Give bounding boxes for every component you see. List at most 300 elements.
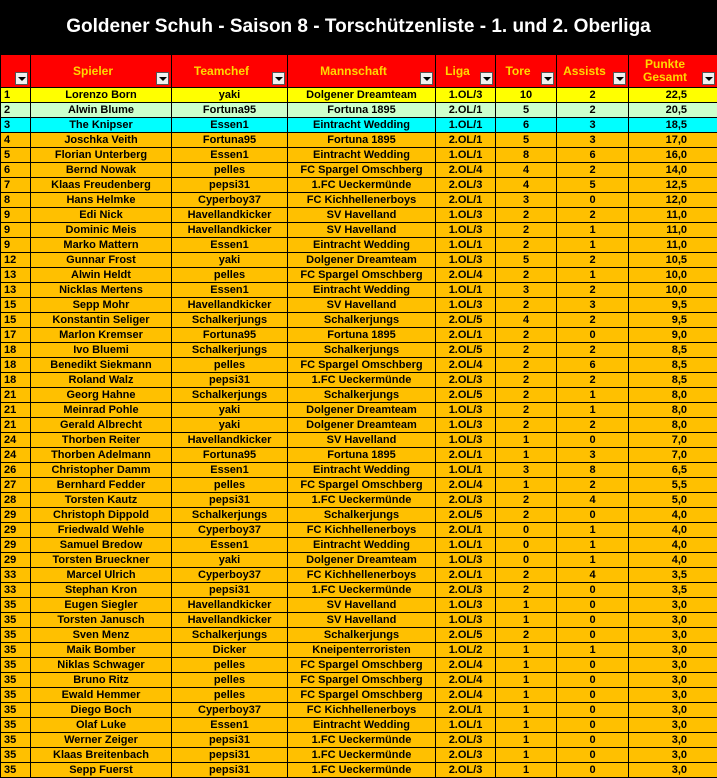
cell-mannschaft: 1.FC Ueckermünde: [288, 178, 436, 193]
cell-assists: 0: [557, 193, 629, 208]
cell-rank: 33: [1, 568, 31, 583]
header-liga-label: Liga: [436, 65, 495, 78]
cell-punkte: 4,0: [629, 538, 717, 553]
header-mannschaft: [288, 55, 436, 88]
cell-punkte: 3,5: [629, 568, 717, 583]
filter-dropdown-icon[interactable]: [613, 72, 626, 85]
cell-rank: 15: [1, 298, 31, 313]
cell-punkte: 16,0: [629, 148, 717, 163]
cell-mannschaft: FC Kichhellenerboys: [288, 523, 436, 538]
header-liga: [436, 55, 496, 88]
cell-rank: 35: [1, 643, 31, 658]
cell-punkte: 3,0: [629, 673, 717, 688]
cell-teamchef: Cyperboy37: [172, 703, 288, 718]
cell-assists: 2: [557, 103, 629, 118]
cell-teamchef: pepsi31: [172, 583, 288, 598]
cell-liga: 1.OL/1: [436, 463, 496, 478]
cell-assists: 6: [557, 358, 629, 373]
cell-teamchef: pepsi31: [172, 373, 288, 388]
cell-spieler: Torsten Janusch: [31, 613, 172, 628]
cell-assists: 0: [557, 718, 629, 733]
cell-punkte: 20,5: [629, 103, 717, 118]
cell-assists: 5: [557, 178, 629, 193]
cell-liga: 2.OL/1: [436, 568, 496, 583]
cell-tore: 5: [496, 133, 557, 148]
cell-spieler: Bernd Nowak: [31, 163, 172, 178]
cell-tore: 2: [496, 238, 557, 253]
header-mannschaft-label: Mannschaft: [288, 65, 435, 78]
cell-rank: 35: [1, 658, 31, 673]
cell-rank: 18: [1, 373, 31, 388]
table-row: [1, 763, 717, 778]
cell-tore: 1: [496, 718, 557, 733]
scorers-table: [0, 54, 717, 778]
cell-rank: 3: [1, 118, 31, 133]
table-row: [1, 88, 717, 103]
cell-tore: 2: [496, 388, 557, 403]
cell-teamchef: Fortuna95: [172, 448, 288, 463]
cell-spieler: Stephan Kron: [31, 583, 172, 598]
cell-liga: 2.OL/1: [436, 703, 496, 718]
cell-mannschaft: SV Havelland: [288, 208, 436, 223]
cell-assists: 2: [557, 373, 629, 388]
cell-liga: 2.OL/5: [436, 508, 496, 523]
cell-spieler: Meinrad Pohle: [31, 403, 172, 418]
table-row: [1, 223, 717, 238]
cell-mannschaft: 1.FC Ueckermünde: [288, 748, 436, 763]
cell-teamchef: Schalkerjungs: [172, 343, 288, 358]
cell-teamchef: Schalkerjungs: [172, 313, 288, 328]
cell-mannschaft: Dolgener Dreamteam: [288, 88, 436, 103]
table-row: [1, 328, 717, 343]
cell-rank: 35: [1, 628, 31, 643]
cell-punkte: 7,0: [629, 433, 717, 448]
cell-assists: 2: [557, 343, 629, 358]
cell-spieler: Klaas Breitenbach: [31, 748, 172, 763]
cell-liga: 2.OL/4: [436, 268, 496, 283]
table-row: [1, 583, 717, 598]
cell-rank: 35: [1, 688, 31, 703]
cell-tore: 2: [496, 268, 557, 283]
cell-teamchef: Schalkerjungs: [172, 508, 288, 523]
cell-rank: 2: [1, 103, 31, 118]
cell-assists: 1: [557, 238, 629, 253]
cell-mannschaft: Fortuna 1895: [288, 328, 436, 343]
cell-punkte: 18,5: [629, 118, 717, 133]
cell-liga: 1.OL/3: [436, 208, 496, 223]
cell-rank: 9: [1, 208, 31, 223]
cell-liga: 1.OL/3: [436, 598, 496, 613]
cell-mannschaft: 1.FC Ueckermünde: [288, 373, 436, 388]
cell-assists: 0: [557, 673, 629, 688]
cell-teamchef: pelles: [172, 673, 288, 688]
cell-mannschaft: Dolgener Dreamteam: [288, 403, 436, 418]
cell-spieler: Sven Menz: [31, 628, 172, 643]
filter-dropdown-icon[interactable]: [480, 72, 493, 85]
cell-liga: 1.OL/3: [436, 223, 496, 238]
cell-teamchef: Havellandkicker: [172, 208, 288, 223]
cell-punkte: 11,0: [629, 238, 717, 253]
cell-spieler: Torsten Kautz: [31, 493, 172, 508]
cell-punkte: 8,0: [629, 418, 717, 433]
cell-spieler: Thorben Adelmann: [31, 448, 172, 463]
filter-dropdown-icon[interactable]: [272, 72, 285, 85]
cell-rank: 17: [1, 328, 31, 343]
cell-tore: 5: [496, 253, 557, 268]
cell-assists: 3: [557, 298, 629, 313]
cell-mannschaft: Schalkerjungs: [288, 313, 436, 328]
cell-mannschaft: FC Spargel Omschberg: [288, 268, 436, 283]
cell-punkte: 10,0: [629, 268, 717, 283]
cell-tore: 4: [496, 178, 557, 193]
cell-tore: 1: [496, 733, 557, 748]
cell-teamchef: pepsi31: [172, 748, 288, 763]
cell-mannschaft: FC Spargel Omschberg: [288, 478, 436, 493]
cell-punkte: 10,0: [629, 283, 717, 298]
table-row: [1, 433, 717, 448]
cell-tore: 1: [496, 433, 557, 448]
cell-spieler: Alwin Blume: [31, 103, 172, 118]
cell-rank: 35: [1, 613, 31, 628]
cell-teamchef: Dicker: [172, 643, 288, 658]
cell-teamchef: Havellandkicker: [172, 223, 288, 238]
cell-teamchef: Fortuna95: [172, 133, 288, 148]
header-tore: [496, 55, 557, 88]
cell-tore: 1: [496, 688, 557, 703]
cell-spieler: Benedikt Siekmann: [31, 358, 172, 373]
table-row: [1, 613, 717, 628]
cell-assists: 1: [557, 523, 629, 538]
cell-mannschaft: Fortuna 1895: [288, 103, 436, 118]
cell-liga: 2.OL/4: [436, 163, 496, 178]
cell-liga: 2.OL/4: [436, 688, 496, 703]
cell-mannschaft: Kneipenterroristen: [288, 643, 436, 658]
cell-teamchef: Havellandkicker: [172, 598, 288, 613]
table-row: [1, 343, 717, 358]
cell-liga: 2.OL/4: [436, 673, 496, 688]
cell-punkte: 11,0: [629, 223, 717, 238]
header-punkte-label: Punkte Gesamt: [629, 58, 717, 84]
cell-rank: 29: [1, 538, 31, 553]
cell-mannschaft: 1.FC Ueckermünde: [288, 583, 436, 598]
cell-rank: 29: [1, 553, 31, 568]
cell-punkte: 3,0: [629, 643, 717, 658]
cell-liga: 1.OL/1: [436, 283, 496, 298]
cell-tore: 0: [496, 523, 557, 538]
cell-rank: 12: [1, 253, 31, 268]
header-teamchef: [172, 55, 288, 88]
table-row: [1, 193, 717, 208]
cell-assists: 3: [557, 133, 629, 148]
cell-liga: 2.OL/1: [436, 448, 496, 463]
cell-teamchef: pelles: [172, 478, 288, 493]
cell-punkte: 3,0: [629, 628, 717, 643]
cell-rank: 21: [1, 418, 31, 433]
cell-punkte: 3,5: [629, 583, 717, 598]
cell-assists: 1: [557, 403, 629, 418]
cell-punkte: 12,5: [629, 178, 717, 193]
cell-spieler: Bernhard Fedder: [31, 478, 172, 493]
cell-spieler: Alwin Heldt: [31, 268, 172, 283]
cell-teamchef: pelles: [172, 658, 288, 673]
cell-tore: 1: [496, 598, 557, 613]
cell-assists: 3: [557, 448, 629, 463]
cell-tore: 6: [496, 118, 557, 133]
header-tore-label: Tore: [496, 65, 556, 78]
cell-punkte: 3,0: [629, 748, 717, 763]
cell-rank: 24: [1, 448, 31, 463]
cell-liga: 1.OL/2: [436, 643, 496, 658]
table-row: [1, 508, 717, 523]
cell-rank: 27: [1, 478, 31, 493]
table-row: [1, 373, 717, 388]
table-row: [1, 463, 717, 478]
table-row: [1, 718, 717, 733]
cell-punkte: 3,0: [629, 658, 717, 673]
cell-rank: 29: [1, 508, 31, 523]
cell-assists: 1: [557, 538, 629, 553]
cell-mannschaft: Eintracht Wedding: [288, 283, 436, 298]
cell-punkte: 4,0: [629, 553, 717, 568]
table-row: [1, 268, 717, 283]
cell-tore: 2: [496, 418, 557, 433]
header-punkte: [629, 55, 717, 88]
header-assists-label: Assists: [557, 65, 628, 78]
cell-punkte: 3,0: [629, 763, 717, 778]
cell-spieler: Marcel Ulrich: [31, 568, 172, 583]
cell-spieler: Gerald Albrecht: [31, 418, 172, 433]
cell-tore: 2: [496, 328, 557, 343]
cell-mannschaft: Eintracht Wedding: [288, 118, 436, 133]
cell-liga: 2.OL/3: [436, 733, 496, 748]
cell-assists: 2: [557, 88, 629, 103]
table-row: [1, 568, 717, 583]
cell-teamchef: Havellandkicker: [172, 298, 288, 313]
cell-rank: 29: [1, 523, 31, 538]
cell-spieler: Thorben Reiter: [31, 433, 172, 448]
cell-punkte: 14,0: [629, 163, 717, 178]
table-row: [1, 478, 717, 493]
cell-tore: 10: [496, 88, 557, 103]
cell-liga: 1.OL/3: [436, 298, 496, 313]
header-spieler: [31, 55, 172, 88]
cell-rank: 15: [1, 313, 31, 328]
cell-tore: 2: [496, 403, 557, 418]
cell-spieler: Sepp Mohr: [31, 298, 172, 313]
cell-spieler: Lorenzo Born: [31, 88, 172, 103]
cell-assists: 0: [557, 763, 629, 778]
cell-assists: 4: [557, 568, 629, 583]
cell-liga: 1.OL/1: [436, 538, 496, 553]
cell-spieler: Diego Boch: [31, 703, 172, 718]
cell-punkte: 8,0: [629, 388, 717, 403]
cell-assists: 0: [557, 628, 629, 643]
cell-spieler: Roland Walz: [31, 373, 172, 388]
cell-rank: 35: [1, 763, 31, 778]
cell-mannschaft: 1.FC Ueckermünde: [288, 733, 436, 748]
cell-liga: 2.OL/1: [436, 103, 496, 118]
cell-liga: 2.OL/5: [436, 313, 496, 328]
cell-mannschaft: Eintracht Wedding: [288, 463, 436, 478]
cell-rank: 18: [1, 343, 31, 358]
cell-mannschaft: Eintracht Wedding: [288, 148, 436, 163]
cell-liga: 2.OL/5: [436, 388, 496, 403]
cell-rank: 35: [1, 703, 31, 718]
cell-punkte: 8,5: [629, 343, 717, 358]
cell-tore: 8: [496, 148, 557, 163]
cell-assists: 4: [557, 493, 629, 508]
cell-spieler: Bruno Ritz: [31, 673, 172, 688]
cell-punkte: 5,5: [629, 478, 717, 493]
cell-liga: 2.OL/1: [436, 193, 496, 208]
cell-liga: 1.OL/3: [436, 403, 496, 418]
cell-punkte: 3,0: [629, 688, 717, 703]
table-row: [1, 688, 717, 703]
cell-spieler: The Knipser: [31, 118, 172, 133]
cell-rank: 7: [1, 178, 31, 193]
cell-tore: 3: [496, 463, 557, 478]
cell-liga: 2.OL/1: [436, 523, 496, 538]
cell-tore: 2: [496, 358, 557, 373]
table-row: [1, 178, 717, 193]
cell-mannschaft: SV Havelland: [288, 598, 436, 613]
cell-punkte: 6,5: [629, 463, 717, 478]
cell-mannschaft: Fortuna 1895: [288, 448, 436, 463]
cell-assists: 0: [557, 433, 629, 448]
cell-mannschaft: SV Havelland: [288, 223, 436, 238]
cell-spieler: Werner Zeiger: [31, 733, 172, 748]
cell-liga: 2.OL/5: [436, 628, 496, 643]
cell-liga: 2.OL/5: [436, 343, 496, 358]
cell-liga: 1.OL/3: [436, 418, 496, 433]
cell-liga: 1.OL/3: [436, 433, 496, 448]
cell-mannschaft: 1.FC Ueckermünde: [288, 493, 436, 508]
cell-teamchef: Essen1: [172, 463, 288, 478]
cell-rank: 21: [1, 403, 31, 418]
cell-tore: 2: [496, 343, 557, 358]
filter-dropdown-icon[interactable]: [420, 72, 433, 85]
cell-teamchef: Havellandkicker: [172, 433, 288, 448]
cell-tore: 1: [496, 478, 557, 493]
cell-tore: 0: [496, 553, 557, 568]
cell-punkte: 11,0: [629, 208, 717, 223]
cell-teamchef: Essen1: [172, 283, 288, 298]
cell-spieler: Hans Helmke: [31, 193, 172, 208]
cell-liga: 1.OL/3: [436, 88, 496, 103]
cell-teamchef: Essen1: [172, 118, 288, 133]
cell-teamchef: Essen1: [172, 538, 288, 553]
cell-spieler: Olaf Luke: [31, 718, 172, 733]
cell-punkte: 3,0: [629, 718, 717, 733]
cell-tore: 2: [496, 493, 557, 508]
cell-assists: 2: [557, 163, 629, 178]
cell-punkte: 3,0: [629, 703, 717, 718]
cell-teamchef: yaki: [172, 88, 288, 103]
table-row: [1, 238, 717, 253]
cell-mannschaft: 1.FC Ueckermünde: [288, 763, 436, 778]
table-row: [1, 493, 717, 508]
cell-tore: 5: [496, 103, 557, 118]
cell-assists: 2: [557, 253, 629, 268]
cell-mannschaft: FC Kichhellenerboys: [288, 703, 436, 718]
table-row: [1, 643, 717, 658]
cell-tore: 1: [496, 643, 557, 658]
cell-punkte: 9,5: [629, 313, 717, 328]
cell-punkte: 3,0: [629, 613, 717, 628]
cell-mannschaft: FC Spargel Omschberg: [288, 673, 436, 688]
table-row: [1, 388, 717, 403]
table-row: [1, 298, 717, 313]
cell-rank: 9: [1, 223, 31, 238]
table-row: [1, 553, 717, 568]
cell-spieler: Joschka Veith: [31, 133, 172, 148]
cell-assists: 2: [557, 313, 629, 328]
cell-mannschaft: Schalkerjungs: [288, 343, 436, 358]
cell-punkte: 9,0: [629, 328, 717, 343]
table-row: [1, 448, 717, 463]
table-row: [1, 103, 717, 118]
cell-tore: 1: [496, 763, 557, 778]
cell-mannschaft: FC Kichhellenerboys: [288, 193, 436, 208]
cell-tore: 2: [496, 223, 557, 238]
table-row: [1, 148, 717, 163]
cell-teamchef: Essen1: [172, 148, 288, 163]
cell-rank: 4: [1, 133, 31, 148]
filter-dropdown-icon[interactable]: [15, 72, 28, 85]
cell-spieler: Marlon Kremser: [31, 328, 172, 343]
cell-spieler: Ivo Bluemi: [31, 343, 172, 358]
cell-mannschaft: Eintracht Wedding: [288, 718, 436, 733]
cell-teamchef: pelles: [172, 268, 288, 283]
cell-mannschaft: SV Havelland: [288, 433, 436, 448]
cell-assists: 2: [557, 478, 629, 493]
cell-tore: 3: [496, 283, 557, 298]
cell-spieler: Christopher Damm: [31, 463, 172, 478]
cell-liga: 2.OL/3: [436, 178, 496, 193]
cell-spieler: Torsten Brueckner: [31, 553, 172, 568]
table-row: [1, 523, 717, 538]
cell-spieler: Edi Nick: [31, 208, 172, 223]
table-row: [1, 748, 717, 763]
table-row: [1, 283, 717, 298]
cell-tore: 3: [496, 193, 557, 208]
filter-dropdown-icon[interactable]: [541, 72, 554, 85]
cell-teamchef: yaki: [172, 418, 288, 433]
cell-mannschaft: FC Spargel Omschberg: [288, 358, 436, 373]
cell-teamchef: pepsi31: [172, 733, 288, 748]
cell-tore: 1: [496, 448, 557, 463]
cell-spieler: Marko Mattern: [31, 238, 172, 253]
cell-rank: 35: [1, 748, 31, 763]
cell-teamchef: Essen1: [172, 718, 288, 733]
filter-dropdown-icon[interactable]: [156, 72, 169, 85]
table-row: [1, 673, 717, 688]
cell-assists: 2: [557, 418, 629, 433]
cell-mannschaft: Schalkerjungs: [288, 388, 436, 403]
cell-spieler: Gunnar Frost: [31, 253, 172, 268]
cell-rank: 8: [1, 193, 31, 208]
cell-punkte: 8,5: [629, 358, 717, 373]
filter-dropdown-icon[interactable]: [702, 72, 715, 85]
header-assists: [557, 55, 629, 88]
cell-rank: 21: [1, 388, 31, 403]
cell-spieler: Georg Hahne: [31, 388, 172, 403]
cell-tore: 4: [496, 163, 557, 178]
table-row: [1, 733, 717, 748]
cell-punkte: 10,5: [629, 253, 717, 268]
cell-tore: 2: [496, 208, 557, 223]
cell-teamchef: pepsi31: [172, 763, 288, 778]
